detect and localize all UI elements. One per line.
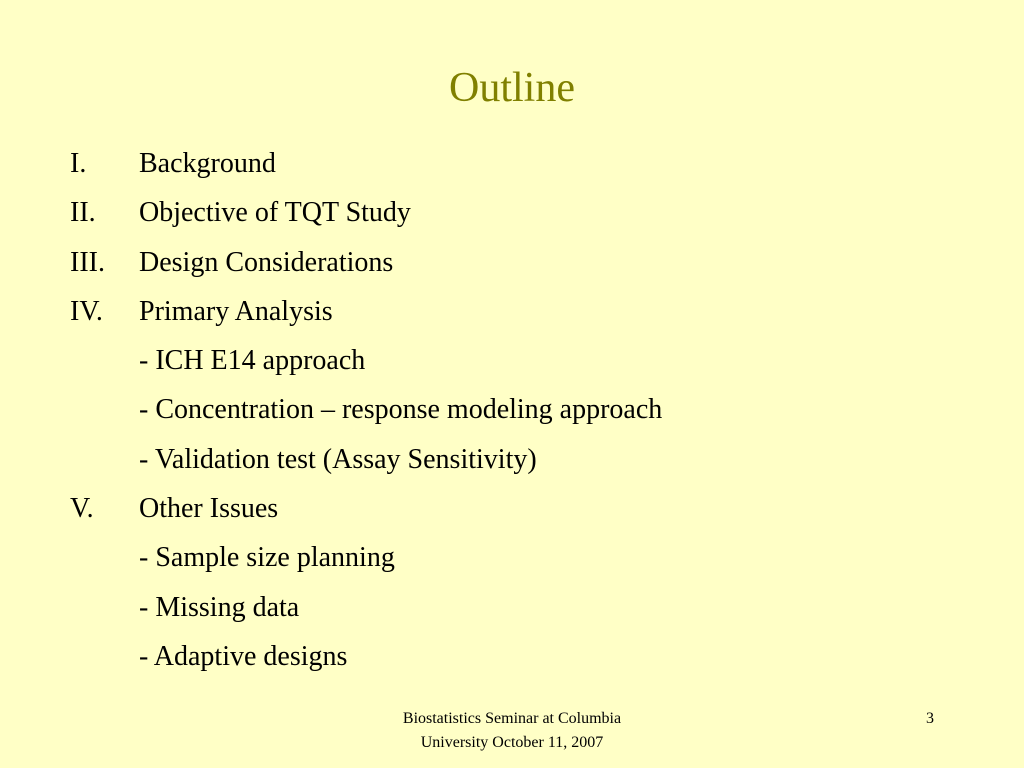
- outline-subitem-concentration-response: [70, 390, 970, 439]
- outline-item-objective: [70, 193, 970, 242]
- outline-subitem-text: - ICH E14 approach: [139, 345, 366, 377]
- footer-line-2: University October 11, 2007: [420, 734, 604, 751]
- outline-subitem-ich-e14: [70, 341, 970, 390]
- outline-subitem-text: - Validation test (Assay Sensitivity): [139, 443, 537, 475]
- outline-subitem-missing-data: [70, 588, 970, 637]
- outline-list: [70, 144, 970, 686]
- outline-item-number: V.: [70, 493, 94, 525]
- outline-subitem-sample-size: [70, 538, 970, 587]
- outline-item-text: Primary Analysis: [139, 295, 333, 327]
- outline-item-primary-analysis: [70, 292, 970, 341]
- outline-subitem-text: - Missing data: [139, 591, 300, 623]
- outline-subitem-text: - Concentration – response modeling approach: [139, 394, 663, 426]
- outline-item-other-issues: [70, 489, 970, 538]
- outline-subitem-text: - Sample size planning: [139, 542, 395, 574]
- slide-footer: [360, 707, 664, 755]
- outline-item-number: III.: [70, 246, 105, 278]
- outline-item-number: II.: [70, 197, 96, 229]
- page-number: 3: [926, 710, 934, 727]
- outline-subitem-text: - Adaptive designs: [139, 640, 348, 672]
- footer-line-1: Biostatistics Seminar at Columbia: [402, 710, 622, 727]
- outline-item-text: Objective of TQT Study: [139, 197, 411, 229]
- outline-item-design: [70, 243, 970, 292]
- outline-item-text: Design Considerations: [139, 246, 394, 278]
- outline-subitem-validation-test: [70, 440, 970, 489]
- outline-item-number: IV.: [70, 295, 103, 327]
- outline-subitem-adaptive-designs: [70, 637, 970, 686]
- outline-item-number: I.: [70, 148, 87, 179]
- slide-title: Outline: [449, 65, 575, 111]
- outline-item-text: Background: [139, 148, 276, 179]
- outline-item-background: [70, 144, 970, 193]
- outline-item-text: Other Issues: [139, 493, 279, 525]
